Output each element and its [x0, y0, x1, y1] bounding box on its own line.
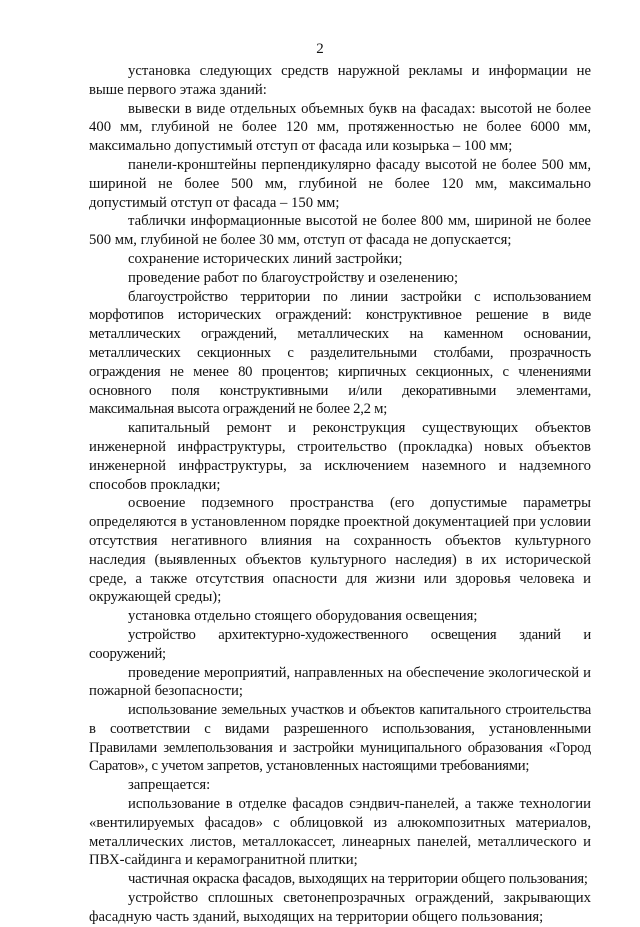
paragraph-infrastructure: капитальный ремонт и реконструкция существующих объектов инженерной инфраструктуры, строительство (прокладка) новых объектов инженерной инфраструктуры, за исключением наземного и надземного способов прокладки; — [89, 420, 591, 493]
paragraph-facade-materials: использование в отделке фасадов сэндвич-панелей, а также технологии «вентилируемых фасадов» с облицовкой из алюкомпозитных материалов, металлических листов, металлокассет, линеарных панелей, металлического и ПВХ-сайдинга и керамогранитной плитки; — [89, 796, 591, 869]
page-number: 2 — [316, 41, 324, 57]
document-body — [89, 62, 591, 927]
paragraph-land-use: использование земельных участков и объектов капитального строительства в соответствии с видами разрешенного использования, установленными Правилами землепользования и застройки муниципального образования «Город Саратов», с учетом запретов, установленных настоящими требованиями; — [89, 702, 591, 775]
paragraph-architectural-lighting: устройство архитектурно-художественного освещения зданий и сооружений; — [89, 626, 591, 662]
paragraph-safety: проведение мероприятий, направленных на обеспечение экологической и пожарной безопасности; — [89, 664, 591, 700]
paragraph-lighting-equipment: установка отдельно стоящего оборудования освещения; — [128, 608, 478, 625]
paragraph-solid-fences: устройство сплошных светонепрозрачных ограждений, закрывающих фасадную часть зданий, выходящих на территории общего пользования; — [89, 890, 591, 925]
paragraph-prohibited-heading: запрещается: — [128, 777, 211, 794]
paragraph-fences: благоустройство территории по линии застройки с использованием морфотипов исторических ограждений: конструктивное решение в виде металлических ограждений, металлических на каменном основании, металлических секционных с разделительными столбами, прозрачность ограждения не менее 80 процентов; кирпичных секционных, с членениями основного поля конструктивными и/или декоративными элементами, максимальная высота ограждений не более 2,2 м; — [89, 288, 591, 418]
paragraph-landscaping: проведение работ по благоустройству и озеленению; — [128, 269, 459, 286]
paragraph-info-plates: таблички информационные высотой не более 800 мм, шириной не более 500 мм, глубиной не более 30 мм, отступ от фасада не допускается; — [89, 213, 591, 249]
paragraph-building-lines: сохранение исторических линий застройки; — [128, 250, 403, 267]
paragraph-bracket-panels: панели-кронштейны перпендикулярно фасаду высотой не более 500 мм, шириной не более 500 мм, глубиной не более 120 мм, максимально допустимый отступ от фасада – 150 мм; — [89, 156, 591, 211]
paragraph-outdoor-ads: установка следующих средств наружной рекламы и информации не выше первого этажа зданий: — [89, 63, 591, 98]
paragraph-signs-letters: вывески в виде отдельных объемных букв на фасадах: высотой не более 400 мм, глубиной не более 120 мм, протяженностью не более 6000 мм, максимально допустимый отступ от фасада или козырька – 100 мм; — [89, 100, 591, 155]
paragraph-partial-painting: частичная окраска фасадов, выходящих на территории общего пользования; — [128, 871, 588, 888]
paragraph-underground: освоение подземного пространства (его допустимые параметры определяются в установленном порядке проектной документацией при условии отсутствия негативного влияния на сохранность объектов культурного наследия (выявленных объектов культурного наследия) в их исторической среде, а также отсутствия опасности для жизни или здоровья человека и окружающей среды); — [89, 495, 591, 606]
